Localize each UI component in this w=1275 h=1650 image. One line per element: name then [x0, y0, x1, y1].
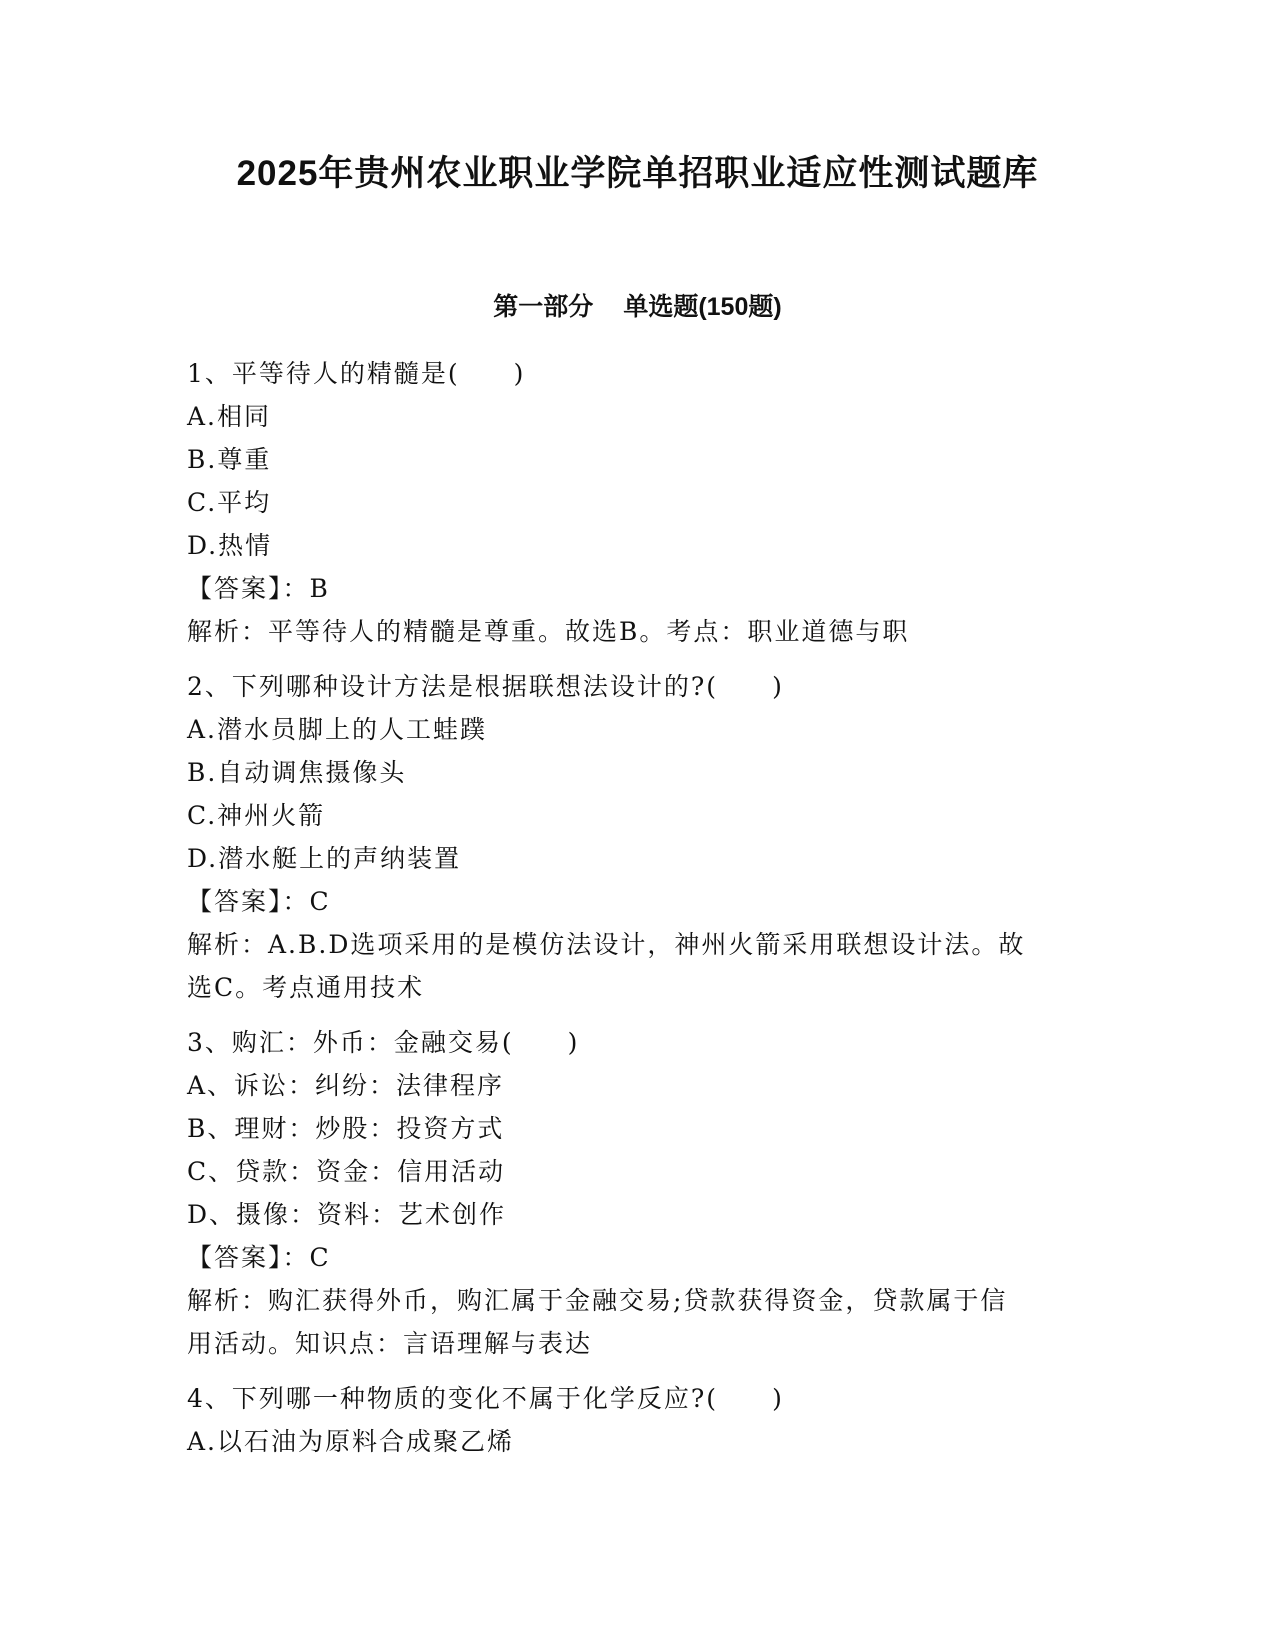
option-d: D.潜水艇上的声纳装置 — [187, 844, 462, 873]
question-2 — [187, 665, 1087, 1009]
analysis-line-1: 解析：购汇获得外币，购汇属于金融交易;贷款获得资金，贷款属于信 — [187, 1286, 1008, 1315]
analysis: 解析：平等待人的精髓是尊重。故选B。考点：职业道德与职 — [187, 617, 910, 646]
option-b: B、理财：炒股：投资方式 — [187, 1114, 505, 1143]
option-a: A、诉讼：纠纷：法律程序 — [187, 1071, 505, 1100]
question-1 — [187, 352, 1087, 653]
document-title: 2025年贵州农业职业学院单招职业适应性测试题库 — [236, 154, 1039, 193]
option-c: C.神州火箭 — [187, 801, 326, 830]
answer: 【答案】：C — [187, 887, 331, 916]
question-stem: 1、平等待人的精髓是( ) — [187, 359, 526, 388]
answer: 【答案】：C — [187, 1243, 331, 1272]
option-a: A.以石油为原料合成聚乙烯 — [187, 1427, 515, 1456]
option-a: A.相同 — [187, 402, 272, 431]
option-b: B.尊重 — [187, 445, 272, 474]
question-4 — [187, 1377, 1087, 1463]
analysis-line-1: 解析：A.B.D选项采用的是模仿法设计，神州火箭采用联想设计法。故 — [187, 930, 1026, 959]
analysis-line-2: 选C。考点通用技术 — [187, 973, 425, 1002]
answer: 【答案】：B — [187, 574, 330, 603]
question-list — [187, 352, 1087, 1475]
option-d: D.热情 — [187, 531, 273, 560]
question-stem: 4、下列哪一种物质的变化不属于化学反应?( ) — [187, 1384, 784, 1413]
section-heading — [0, 290, 1275, 324]
option-c: C、贷款：资金：信用活动 — [187, 1157, 506, 1186]
option-b: B.自动调焦摄像头 — [187, 758, 407, 787]
option-d: D、摄像：资料：艺术创作 — [187, 1200, 507, 1229]
analysis-line-2: 用活动。知识点：言语理解与表达 — [187, 1329, 593, 1358]
option-a: A.潜水员脚上的人工蛙蹼 — [187, 715, 488, 744]
section-name: 单选题(150题) — [623, 293, 782, 321]
question-3 — [187, 1021, 1087, 1365]
option-c: C.平均 — [187, 488, 272, 517]
section-part: 第一部分 — [493, 293, 594, 321]
question-stem: 2、下列哪种设计方法是根据联想法设计的?( ) — [187, 672, 784, 701]
question-stem: 3、购汇：外币：金融交易( ) — [187, 1028, 580, 1057]
